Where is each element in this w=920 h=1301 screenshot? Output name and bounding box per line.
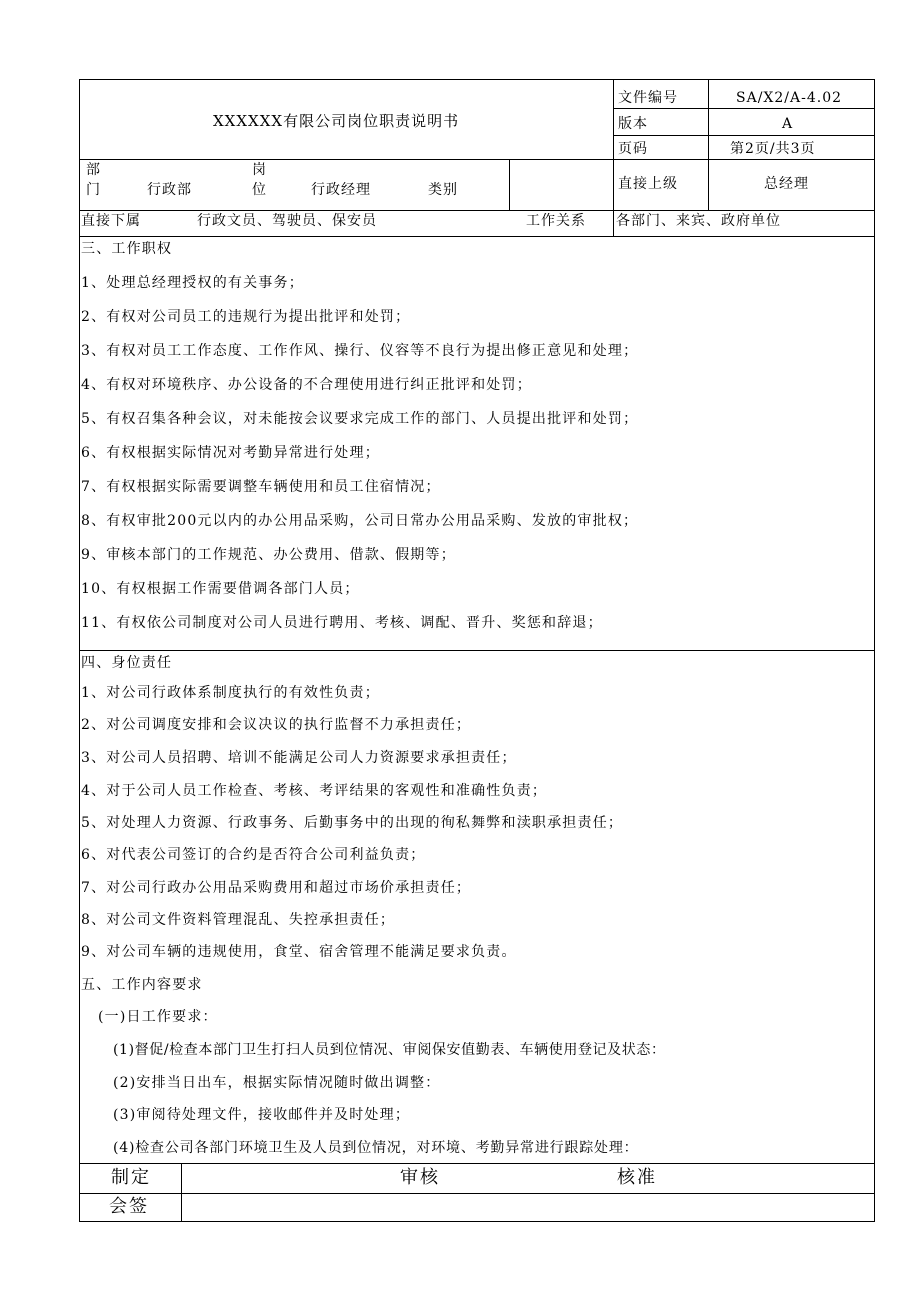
divider (79, 236, 875, 237)
document-title: XXXXXX有限公司岗位职责说明书 (213, 112, 460, 130)
version-label: 版本 (618, 116, 648, 132)
divider (613, 108, 875, 109)
dept-value: 行政部 (147, 182, 192, 198)
list-item: 5、有权召集各种会议，对未能按会议要求完成工作的部门、人员提出批评和处罚； (81, 411, 639, 427)
subsection-heading: (一)日工作要求： (98, 1009, 218, 1025)
list-item: 4、有权对环境秩序、办公设备的不合理使用进行纠正批评和处罚； (81, 377, 532, 393)
doc-no-value: SA/X2/A-4.02 (736, 90, 843, 106)
section-heading: 三、工作职权 (81, 241, 173, 257)
post-label-2: 位 (252, 182, 267, 198)
divider (613, 135, 875, 136)
list-item: (1)督促/检查本部门卫生打扫人员到位情况、审阅保安值勤表、车辆使用登记及状态： (113, 1042, 666, 1058)
relation-label: 工作关系 (526, 213, 586, 229)
list-item: 7、对公司行政办公用品采购费用和超过市场价承担责任； (81, 880, 472, 896)
list-item: (3)审阅待处理文件，接收邮件并及时处理； (113, 1107, 411, 1123)
made-label: 制定 (111, 1167, 151, 1188)
category-label: 类别 (428, 182, 458, 198)
list-item: 8、对公司文件资料管理混乱、失控承担责任； (81, 912, 396, 928)
list-item: 1、处理总经理授权的有关事务； (81, 275, 304, 291)
divider (509, 159, 510, 210)
list-item: 6、有权根据实际情况对考勤异常进行处理； (81, 445, 380, 461)
list-item: 4、对于公司人员工作检查、考核、考评结果的客观性和准确性负责； (81, 783, 548, 799)
approve-label: 核准 (617, 1167, 657, 1188)
page-label: 页码 (618, 141, 648, 157)
page-value: 第2页/共3页 (730, 141, 816, 157)
version-value: A (782, 116, 794, 132)
list-item: 3、对公司人员招聘、培训不能满足公司人力资源要求承担责任； (81, 750, 517, 766)
relation-value: 各部门、来宾、政府单位 (616, 213, 781, 229)
dept-label: 部 (86, 162, 101, 178)
list-item: 7、有权根据实际需要调整车辆使用和员工住宿情况； (81, 479, 441, 495)
list-item: 3、有权对员工工作态度、工作作风、操行、仪容等不良行为提出修正意见和处理； (81, 343, 639, 359)
list-item: 11、有权依公司制度对公司人员进行聘用、考核、调配、晋升、奖惩和辞退； (81, 615, 603, 631)
list-item: 2、有权对公司员工的违规行为提出批评和处罚； (81, 309, 411, 325)
divider (79, 1193, 875, 1194)
doc-no-label: 文件编号 (618, 90, 678, 106)
divider (613, 79, 614, 236)
section-heading: 四、身位责任 (81, 655, 173, 671)
list-item: 10、有权根据工作需要借调各部门人员； (81, 581, 360, 597)
list-item: (2)安排当日出车，根据实际情况随时做出调整： (113, 1075, 441, 1091)
subordinate-label: 直接下属 (81, 213, 141, 229)
dept-label-2: 门 (86, 182, 101, 198)
list-item: 1、对公司行政体系制度执行的有效性负责； (81, 685, 380, 701)
post-value: 行政经理 (311, 182, 371, 198)
list-item: 5、对处理人力资源、行政事务、后勤事务中的出现的徇私舞弊和渎职承担责任； (81, 815, 624, 831)
list-item: 9、审核本部门的工作规范、办公费用、借款、假期等； (81, 547, 456, 563)
list-item: 2、对公司调度安排和会议决议的执行监督不力承担责任； (81, 717, 472, 733)
divider (79, 650, 875, 651)
list-item: 6、对代表公司签订的合约是否符合公司利益负责； (81, 847, 426, 863)
countersign-label: 会签 (109, 1196, 149, 1217)
superior-value: 总经理 (764, 176, 809, 192)
subordinate-value: 行政文员、驾驶员、保安员 (197, 213, 377, 229)
divider (79, 159, 875, 160)
review-label: 审核 (400, 1167, 440, 1188)
superior-label: 直接上级 (618, 176, 678, 192)
divider (708, 79, 709, 210)
list-item: 9、对公司车辆的违规使用，食堂、宿舍管理不能满足要求负责。 (81, 944, 517, 960)
divider (181, 1163, 182, 1222)
divider (79, 1163, 875, 1164)
divider (79, 210, 875, 211)
section-heading: 五、工作内容要求 (81, 977, 203, 993)
list-item: 8、有权审批200元以内的办公用品采购，公司日常办公用品采购、发放的审批权； (81, 513, 639, 529)
list-item: (4)检查公司各部门环境卫生及人员到位情况，对环境、考勤异常进行跟踪处理： (113, 1140, 639, 1156)
post-label: 岗 (252, 162, 267, 178)
